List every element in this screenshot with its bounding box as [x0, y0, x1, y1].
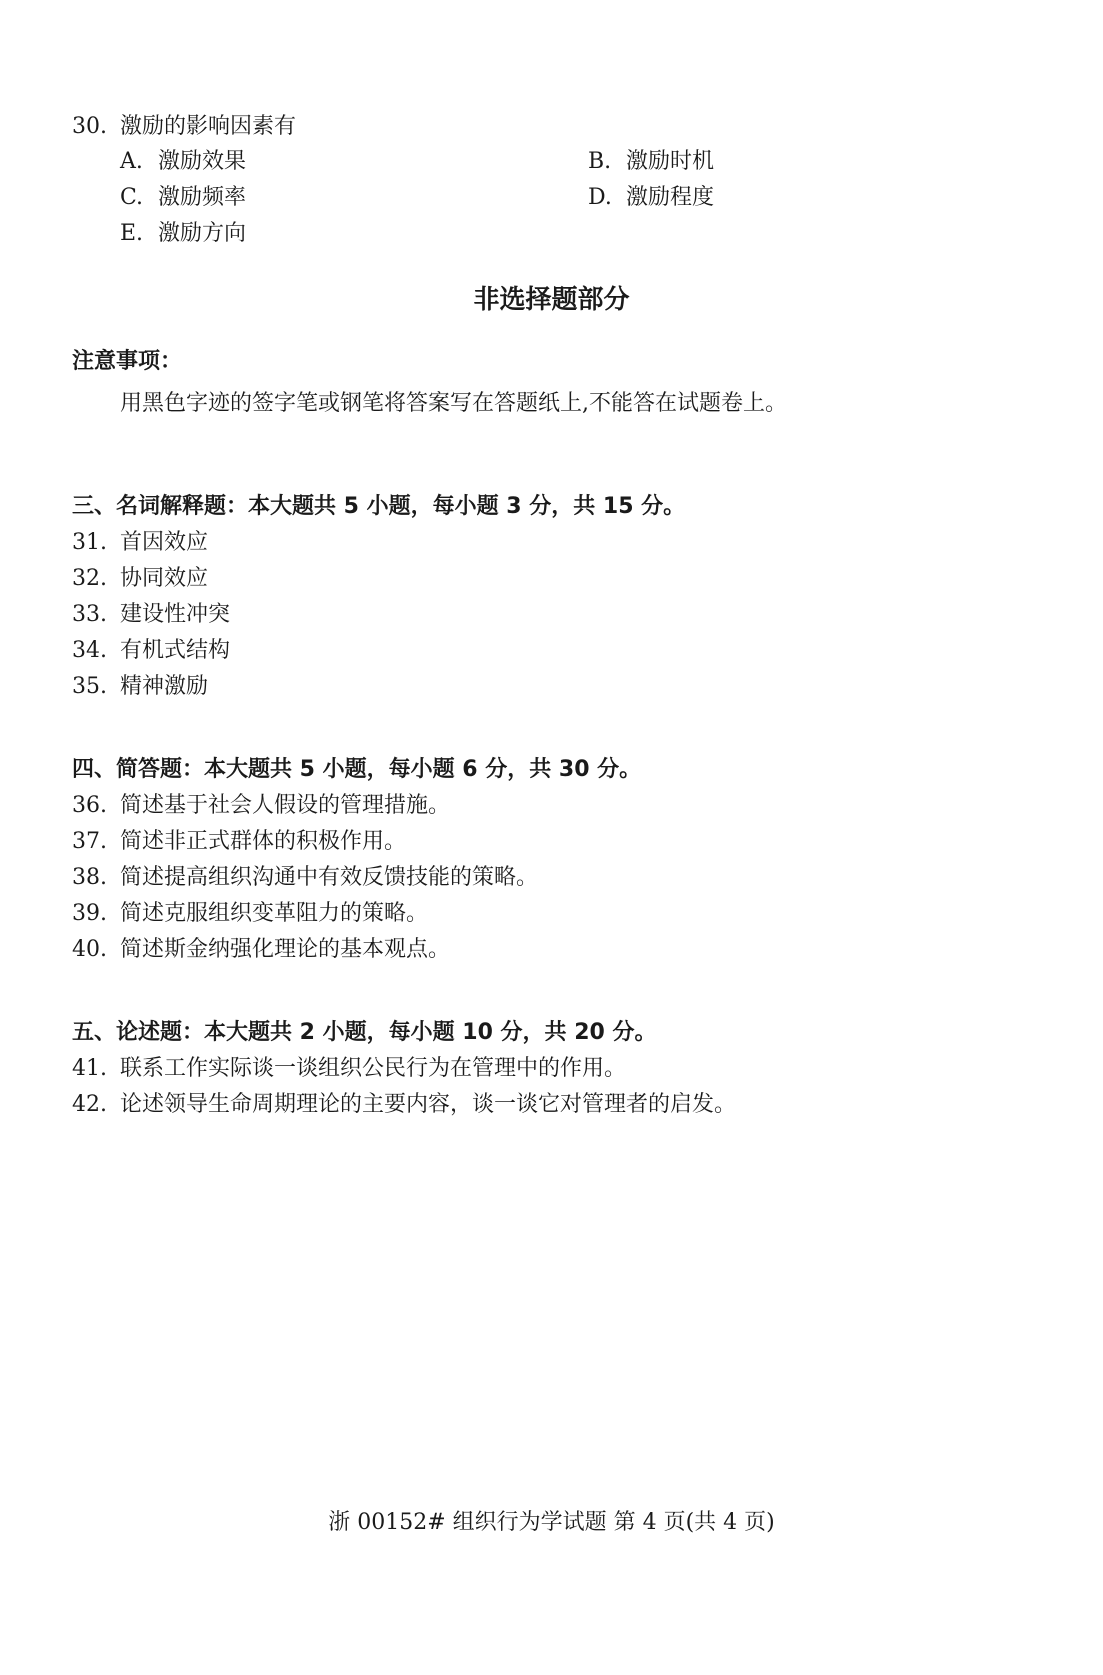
- list-item: [72, 564, 208, 594]
- question-number: 40.: [72, 937, 107, 962]
- option-text: 激励时机: [626, 149, 715, 174]
- list-item: [72, 1054, 626, 1084]
- question-text: 简述斯金纳强化理论的基本观点。: [120, 937, 451, 962]
- option-c: [120, 183, 246, 213]
- option-b: [588, 147, 714, 177]
- list-item: [72, 528, 208, 558]
- question-text: 论述领导生命周期理论的主要内容，谈一谈它对管理者的启发。: [120, 1092, 737, 1117]
- list-item: [72, 672, 208, 702]
- question-text: 建设性冲突: [120, 602, 231, 627]
- question-number: 41.: [72, 1056, 107, 1081]
- question-number: 42.: [72, 1092, 107, 1117]
- question-text: 简述基于社会人假设的管理措施。: [120, 793, 451, 818]
- list-item: [72, 827, 406, 857]
- option-label: D.: [588, 185, 612, 210]
- question-number: 39.: [72, 901, 107, 926]
- option-text: 激励方向: [158, 221, 247, 246]
- question-30: [72, 112, 296, 142]
- option-label: B.: [588, 149, 612, 174]
- question-text: 联系工作实际谈一谈组织公民行为在管理中的作用。: [120, 1056, 627, 1081]
- list-item: [72, 1090, 736, 1120]
- question-text: 简述非正式群体的积极作用。: [120, 829, 407, 854]
- section4-header: 四、简答题：本大题共 5 小题，每小题 6 分，共 30 分。: [72, 757, 642, 782]
- question-number: 38.: [72, 865, 107, 890]
- question-stem: 激励的影响因素有: [120, 114, 297, 139]
- question-text: 有机式结构: [120, 638, 231, 663]
- question-text: 首因效应: [120, 530, 209, 555]
- question-text: 精神激励: [120, 674, 209, 699]
- list-item: [72, 863, 538, 893]
- option-label: C.: [120, 185, 144, 210]
- option-label: A.: [120, 149, 143, 174]
- page-footer: 浙 00152# 组织行为学试题 第 4 页(共 4 页): [328, 1510, 775, 1535]
- question-text: 简述克服组织变革阻力的策略。: [120, 901, 429, 926]
- question-number: 34.: [72, 638, 107, 663]
- section5-header: 五、论述题：本大题共 2 小题，每小题 10 分，共 20 分。: [72, 1020, 657, 1045]
- question-number: 37.: [72, 829, 107, 854]
- list-item: [72, 899, 428, 929]
- question-number: 32.: [72, 566, 107, 591]
- question-number: 30.: [72, 114, 107, 139]
- list-item: [72, 791, 450, 821]
- list-item: [72, 935, 450, 965]
- list-item: [72, 600, 230, 630]
- nonchoice-title: 非选择题部分: [473, 285, 630, 315]
- question-number: 33.: [72, 602, 107, 627]
- list-item: [72, 636, 230, 666]
- option-label: E.: [120, 221, 144, 246]
- question-number: 31.: [72, 530, 107, 555]
- question-text: 简述提高组织沟通中有效反馈技能的策略。: [120, 865, 539, 890]
- option-text: 激励频率: [158, 185, 247, 210]
- option-text: 激励效果: [158, 149, 247, 174]
- section3-header: 三、名词解释题：本大题共 5 小题，每小题 3 分，共 15 分。: [72, 494, 686, 519]
- notice-text: 用黑色字迹的签字笔或钢笔将答案写在答题纸上,不能答在试题卷上。: [120, 391, 787, 416]
- notice-label: 注意事项：: [72, 349, 183, 374]
- question-number: 36.: [72, 793, 107, 818]
- option-text: 激励程度: [626, 185, 715, 210]
- option-e: [120, 219, 246, 249]
- option-a: [120, 147, 246, 177]
- option-d: [588, 183, 714, 213]
- question-number: 35.: [72, 674, 107, 699]
- question-text: 协同效应: [120, 566, 209, 591]
